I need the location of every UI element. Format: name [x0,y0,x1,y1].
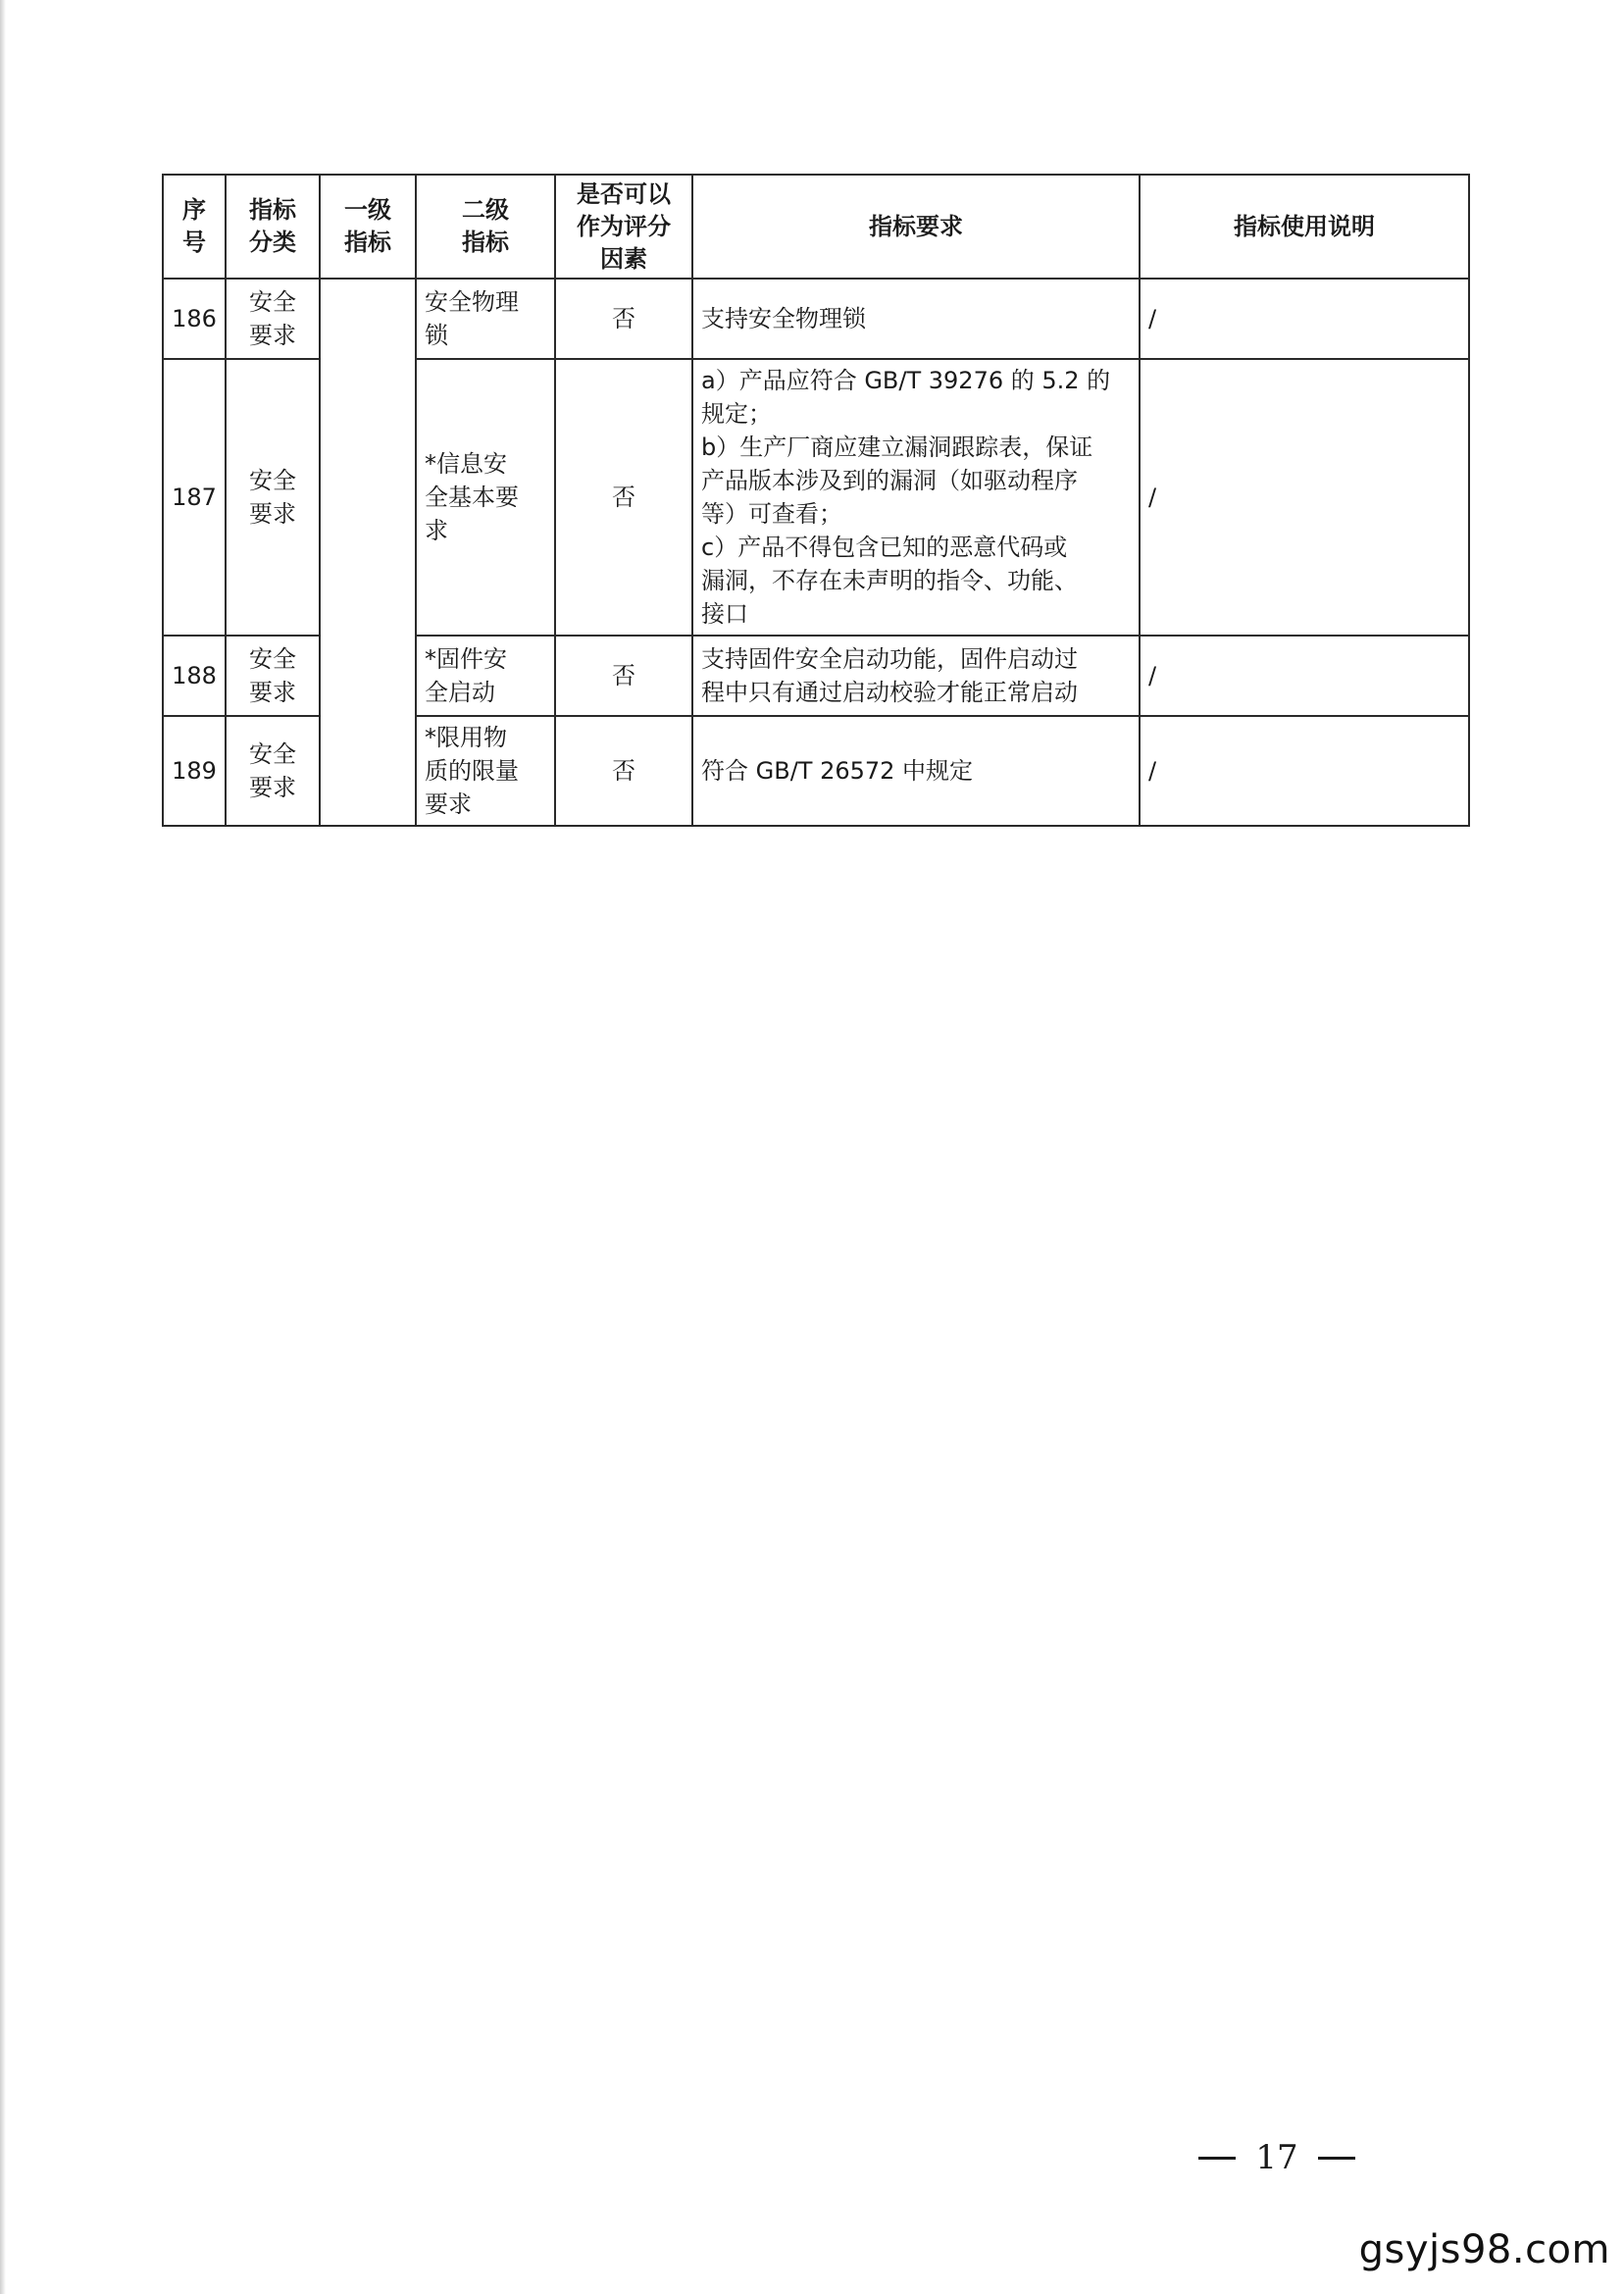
header-level1: 一级 指标 [320,175,416,279]
header-level2: 二级 指标 [416,175,555,279]
header-seq: 序 号 [163,175,226,279]
cell-seq: 188 [163,636,226,716]
footer-dash-right [1318,2157,1355,2160]
header-usage: 指标使用说明 [1140,175,1469,279]
cell-usage: / [1140,636,1469,716]
cell-scoring: 否 [555,636,692,716]
cell-scoring: 否 [555,716,692,826]
footer-dash-left [1198,2157,1236,2160]
cell-requirement: a）产品应符合 GB/T 39276 的 5.2 的 规定； b）生产厂商应建立漏洞跟踪表，保证 产品版本涉及到的漏洞（如驱动程序 等）可查看； c）产品不得包含已知的恶意代码或 漏洞，不存在未声明的指令、功能、 接口 [692,359,1140,636]
cell-level1-merged [320,279,416,826]
header-category: 指标 分类 [226,175,320,279]
cell-requirement: 符合 GB/T 26572 中规定 [692,716,1140,826]
cell-usage: / [1140,716,1469,826]
cell-level2: *固件安 全启动 [416,636,555,716]
cell-seq: 186 [163,279,226,359]
cell-seq: 189 [163,716,226,826]
cell-usage: / [1140,359,1469,636]
cell-level2: *限用物 质的限量 要求 [416,716,555,826]
indicator-table [162,174,1470,827]
cell-level2: 安全物理 锁 [416,279,555,359]
cell-level2: *信息安 全基本要 求 [416,359,555,636]
cell-category: 安全 要求 [226,359,320,636]
cell-category: 安全 要求 [226,279,320,359]
cell-category: 安全 要求 [226,716,320,826]
page-footer [1198,2138,1355,2177]
table-row [163,279,1469,359]
cell-seq: 187 [163,359,226,636]
header-scoring: 是否可以 作为评分 因素 [555,175,692,279]
cell-usage: / [1140,279,1469,359]
table-header-row [163,175,1469,279]
cell-requirement: 支持固件安全启动功能，固件启动过 程中只有通过启动校验才能正常启动 [692,636,1140,716]
cell-category: 安全 要求 [226,636,320,716]
page-number: 17 [1255,2138,1298,2177]
page-edge [0,0,6,2294]
watermark: gsyjs98.com [1358,2227,1610,2272]
cell-scoring: 否 [555,279,692,359]
header-requirement: 指标要求 [692,175,1140,279]
cell-requirement: 支持安全物理锁 [692,279,1140,359]
cell-scoring: 否 [555,359,692,636]
